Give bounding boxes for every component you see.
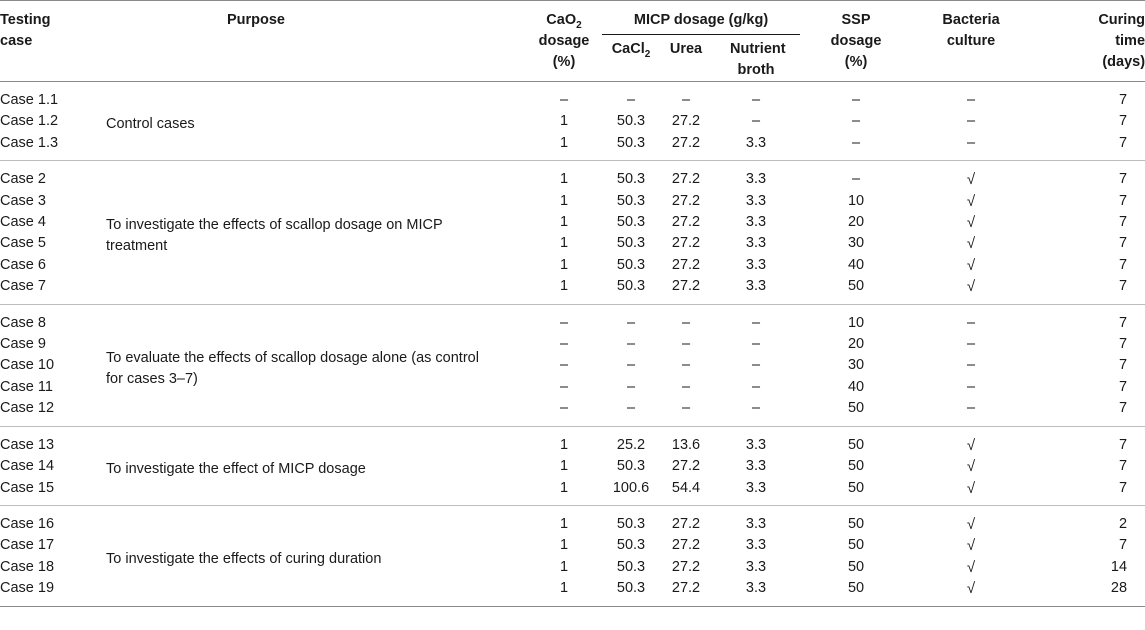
purpose-cell: To investigate the effect of MICP dosage — [106, 461, 366, 478]
bacteria-cell: √ — [966, 192, 976, 210]
cacl2-cell: 50.3 — [616, 580, 646, 597]
cao2-cell: 1 — [559, 235, 569, 252]
case-cell: Case 16 — [0, 515, 55, 532]
cacl2-cell: – — [626, 92, 636, 108]
curing-cell: 7 — [1118, 235, 1128, 252]
header-ssp-dosage: SSP dosage (%) — [800, 1, 912, 82]
table-header — [0, 1, 1145, 82]
cao2-cell: 1 — [559, 113, 569, 130]
urea-cell: 27.2 — [671, 235, 701, 252]
cao2-cell: – — [559, 400, 569, 417]
nutrient-broth-cell: 3.3 — [745, 278, 767, 295]
case-cell: Case 2 — [0, 171, 46, 188]
nutrient-broth-cell: – — [751, 400, 761, 417]
urea-cell: – — [681, 92, 691, 108]
urea-cell: – — [681, 378, 691, 395]
case-cell: Case 18 — [0, 558, 55, 575]
nutrient-broth-cell: 3.3 — [745, 479, 767, 496]
cacl2-cell: 50.3 — [616, 192, 646, 209]
group-curing-duration — [0, 505, 1145, 606]
ssp-cell: – — [851, 134, 861, 151]
header-bacteria-culture: Bacteria culture — [912, 1, 1030, 82]
ssp-cell: 50 — [847, 458, 865, 475]
ssp-cell: 50 — [847, 436, 865, 453]
curing-cell: 7 — [1118, 92, 1128, 108]
group-micp-dosage — [0, 426, 1145, 505]
curing-cell: 7 — [1118, 171, 1128, 188]
group-scallop-dosage-micp — [0, 161, 1145, 304]
curing-cell: 7 — [1118, 134, 1128, 151]
case-cell: Case 12 — [0, 400, 55, 417]
bacteria-cell: √ — [966, 458, 976, 476]
cacl2-cell: 50.3 — [616, 515, 646, 532]
group-scallop-dosage-alone — [0, 304, 1145, 426]
purpose-cell: To evaluate the effects of scallop dosage alone (as control for cases 3–7) — [106, 349, 479, 388]
curing-cell: 14 — [1110, 558, 1128, 575]
nutrient-broth-cell: – — [751, 314, 761, 331]
cacl2-cell: – — [626, 314, 636, 331]
ssp-cell: – — [851, 171, 861, 188]
case-cell: Case 6 — [0, 256, 46, 273]
urea-cell: – — [681, 357, 691, 374]
nutrient-broth-cell: 3.3 — [745, 458, 767, 475]
urea-cell: 13.6 — [671, 436, 701, 453]
curing-cell: 7 — [1118, 214, 1128, 231]
cao2-cell: 1 — [559, 515, 569, 532]
ssp-cell: 50 — [847, 278, 865, 295]
ssp-cell: 40 — [847, 378, 865, 395]
cao2-cell: 1 — [559, 580, 569, 597]
ssp-cell: 50 — [847, 580, 865, 597]
cao2-cell: – — [559, 92, 569, 108]
bacteria-cell: – — [966, 336, 976, 353]
nutrient-broth-cell: – — [751, 378, 761, 395]
bacteria-cell: √ — [966, 256, 976, 274]
bacteria-cell: – — [966, 134, 976, 151]
cacl2-cell: 25.2 — [616, 436, 646, 453]
cao2-cell: 1 — [559, 278, 569, 295]
curing-cell: 2 — [1118, 515, 1128, 532]
cao2-cell: 1 — [559, 192, 569, 209]
urea-cell: – — [681, 400, 691, 417]
table-row — [0, 161, 1145, 191]
bacteria-cell: √ — [966, 436, 976, 454]
curing-cell: 7 — [1118, 400, 1128, 417]
purpose-cell: To investigate the effects of scallop dosage on MICP treatment — [106, 217, 443, 255]
urea-cell: 27.2 — [671, 558, 701, 575]
case-cell: Case 9 — [0, 336, 46, 353]
cao2-cell: 1 — [559, 479, 569, 496]
purpose-cell: Control cases — [106, 116, 195, 133]
header-curing-time: Curing time (days) — [1030, 1, 1145, 82]
bacteria-cell: √ — [966, 537, 976, 555]
curing-cell: 7 — [1118, 479, 1128, 496]
case-cell: Case 8 — [0, 314, 46, 331]
nutrient-broth-cell: 3.3 — [745, 436, 767, 453]
case-cell: Case 1.2 — [0, 113, 59, 130]
curing-cell: 7 — [1118, 256, 1128, 273]
cao2-cell: 1 — [559, 458, 569, 475]
header-micp-dosage: MICP dosage (g/kg) — [602, 1, 800, 35]
cao2-cell: – — [559, 314, 569, 331]
cao2-cell: 1 — [559, 537, 569, 554]
group-control-cases — [0, 82, 1145, 161]
nutrient-broth-cell: – — [751, 92, 761, 108]
cao2-cell: 1 — [559, 134, 569, 151]
nutrient-broth-cell: 3.3 — [745, 171, 767, 188]
bacteria-cell: √ — [966, 278, 976, 296]
cacl2-cell: – — [626, 378, 636, 395]
cacl2-cell: 50.3 — [616, 256, 646, 273]
bacteria-cell: – — [966, 378, 976, 395]
cacl2-cell: 50.3 — [616, 171, 646, 188]
nutrient-broth-cell: 3.3 — [745, 580, 767, 597]
cacl2-cell: 50.3 — [616, 235, 646, 252]
cao2-cell: 1 — [559, 436, 569, 453]
ssp-cell: – — [851, 92, 861, 108]
ssp-cell: 50 — [847, 515, 865, 532]
table-row — [0, 82, 1145, 112]
bacteria-cell: – — [966, 357, 976, 374]
case-cell: Case 4 — [0, 214, 46, 231]
curing-cell: 28 — [1110, 580, 1128, 597]
bacteria-cell: – — [966, 314, 976, 331]
nutrient-broth-cell: 3.3 — [745, 558, 767, 575]
curing-cell: 7 — [1118, 357, 1128, 374]
urea-cell: – — [681, 314, 691, 331]
cacl2-cell: 50.3 — [616, 214, 646, 231]
nutrient-broth-cell: 3.3 — [745, 235, 767, 252]
curing-cell: 7 — [1118, 336, 1128, 353]
cao2-cell: 1 — [559, 558, 569, 575]
urea-cell: – — [681, 336, 691, 353]
urea-cell: 27.2 — [671, 278, 701, 295]
nutrient-broth-cell: 3.3 — [745, 134, 767, 151]
nutrient-broth-cell: – — [751, 357, 761, 374]
urea-cell: 27.2 — [671, 171, 701, 188]
cao2-cell: – — [559, 378, 569, 395]
cacl2-cell: – — [626, 400, 636, 417]
ssp-cell: 30 — [847, 235, 865, 252]
case-cell: Case 10 — [0, 357, 55, 374]
table-row — [0, 505, 1145, 535]
ssp-cell: 30 — [847, 357, 865, 374]
cacl2-cell: – — [626, 336, 636, 353]
curing-cell: 7 — [1118, 537, 1128, 554]
bacteria-cell: √ — [966, 479, 976, 497]
cacl2-cell: 50.3 — [616, 113, 646, 130]
cacl2-cell: 50.3 — [616, 134, 646, 151]
case-cell: Case 14 — [0, 458, 55, 475]
header-testing-case: Testing case — [0, 1, 106, 82]
curing-cell: 7 — [1118, 278, 1128, 295]
bacteria-cell: √ — [966, 580, 976, 598]
curing-cell: 7 — [1118, 192, 1128, 209]
table-row — [0, 304, 1145, 334]
urea-cell: 54.4 — [671, 479, 701, 496]
cacl2-cell: 50.3 — [616, 458, 646, 475]
cao2-cell: 1 — [559, 171, 569, 188]
curing-cell: 7 — [1118, 113, 1128, 130]
bacteria-cell: √ — [966, 171, 976, 189]
ssp-cell: 50 — [847, 400, 865, 417]
header-cacl2: CaCl$_2$ — [602, 35, 660, 82]
bacteria-cell: √ — [966, 214, 976, 232]
urea-cell: 27.2 — [671, 458, 701, 475]
urea-cell: 27.2 — [671, 214, 701, 231]
ssp-cell: – — [851, 113, 861, 130]
cao2-cell: – — [559, 357, 569, 374]
header-nutrient-broth: Nutrient broth — [712, 35, 800, 82]
nutrient-broth-cell: 3.3 — [745, 515, 767, 532]
case-cell: Case 1.3 — [0, 134, 59, 151]
header-purpose: Purpose — [106, 1, 526, 82]
nutrient-broth-cell: 3.3 — [745, 214, 767, 231]
bacteria-cell: √ — [966, 515, 976, 533]
urea-cell: 27.2 — [671, 134, 701, 151]
cao2-cell: 1 — [559, 214, 569, 231]
ssp-cell: 20 — [847, 336, 865, 353]
case-cell: Case 17 — [0, 537, 55, 554]
cacl2-cell: 50.3 — [616, 537, 646, 554]
ssp-cell: 20 — [847, 214, 865, 231]
ssp-cell: 10 — [847, 314, 865, 331]
bacteria-cell: – — [966, 113, 976, 130]
ssp-cell: 10 — [847, 192, 865, 209]
curing-cell: 7 — [1118, 458, 1128, 475]
case-cell: Case 15 — [0, 479, 55, 496]
cao2-cell: – — [559, 336, 569, 353]
ssp-cell: 50 — [847, 558, 865, 575]
nutrient-broth-cell: 3.3 — [745, 192, 767, 209]
nutrient-broth-cell: – — [751, 336, 761, 353]
purpose-cell: To investigate the effects of curing duration — [106, 551, 382, 568]
case-cell: Case 5 — [0, 235, 46, 252]
ssp-cell: 40 — [847, 256, 865, 273]
ssp-cell: 50 — [847, 537, 865, 554]
urea-cell: 27.2 — [671, 192, 701, 209]
urea-cell: 27.2 — [671, 580, 701, 597]
table-row — [0, 426, 1145, 456]
bacteria-cell: – — [966, 400, 976, 417]
urea-cell: 27.2 — [671, 256, 701, 273]
bacteria-cell: √ — [966, 235, 976, 253]
cacl2-cell: 100.6 — [612, 479, 650, 496]
case-cell: Case 3 — [0, 192, 46, 209]
curing-cell: 7 — [1118, 314, 1128, 331]
cacl2-cell: – — [626, 357, 636, 374]
case-cell: Case 19 — [0, 580, 55, 597]
urea-cell: 27.2 — [671, 515, 701, 532]
urea-cell: 27.2 — [671, 537, 701, 554]
ssp-cell: 50 — [847, 479, 865, 496]
header-cao2-dosage: CaO$_2$ dosage (%) — [526, 1, 602, 82]
nutrient-broth-cell: 3.3 — [745, 256, 767, 273]
bacteria-cell: – — [966, 92, 976, 108]
case-cell: Case 13 — [0, 436, 55, 453]
cacl2-cell: 50.3 — [616, 278, 646, 295]
case-cell: Case 7 — [0, 278, 46, 295]
curing-cell: 7 — [1118, 378, 1128, 395]
nutrient-broth-cell: – — [751, 113, 761, 130]
case-cell: Case 1.1 — [0, 92, 59, 108]
case-cell: Case 11 — [0, 378, 53, 395]
header-urea: Urea — [660, 35, 712, 82]
nutrient-broth-cell: 3.3 — [745, 537, 767, 554]
curing-cell: 7 — [1118, 436, 1128, 453]
cacl2-cell: 50.3 — [616, 558, 646, 575]
bacteria-cell: √ — [966, 558, 976, 576]
urea-cell: 27.2 — [671, 113, 701, 130]
cao2-cell: 1 — [559, 256, 569, 273]
